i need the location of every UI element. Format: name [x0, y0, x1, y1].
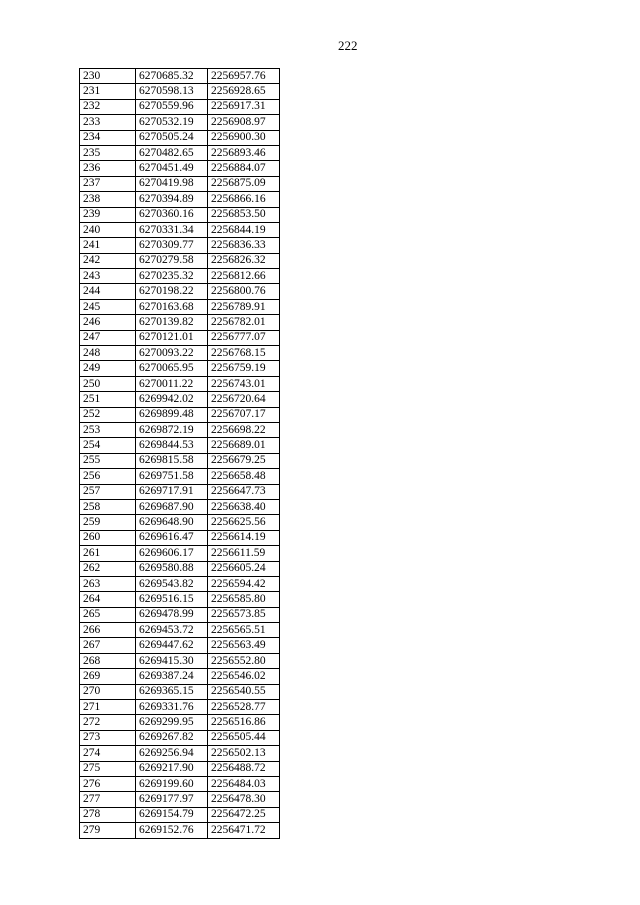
x-coordinate-cell: 6270093.22: [136, 346, 208, 361]
table-row: [80, 192, 280, 207]
point-id-cell: 252: [80, 407, 136, 422]
point-id-cell: 251: [80, 392, 136, 407]
table-row: [80, 607, 280, 622]
table-row: [80, 438, 280, 453]
point-id-cell: 234: [80, 130, 136, 145]
y-coordinate-cell: 2256484.03: [208, 776, 280, 791]
y-coordinate-cell: 2256893.46: [208, 145, 280, 160]
y-coordinate-cell: 2256611.59: [208, 546, 280, 561]
table-row: [80, 807, 280, 822]
point-id-cell: 279: [80, 823, 136, 838]
x-coordinate-cell: 6269217.90: [136, 761, 208, 776]
table-row: [80, 515, 280, 530]
y-coordinate-cell: 2256782.01: [208, 315, 280, 330]
x-coordinate-cell: 6269453.72: [136, 623, 208, 638]
point-id-cell: 266: [80, 623, 136, 638]
x-coordinate-cell: 6269844.53: [136, 438, 208, 453]
y-coordinate-cell: 2256884.07: [208, 161, 280, 176]
point-id-cell: 242: [80, 253, 136, 268]
x-coordinate-cell: 6270309.77: [136, 238, 208, 253]
x-coordinate-cell: 6269543.82: [136, 576, 208, 591]
y-coordinate-cell: 2256689.01: [208, 438, 280, 453]
x-coordinate-cell: 6269648.90: [136, 515, 208, 530]
y-coordinate-cell: 2256720.64: [208, 392, 280, 407]
table-row: [80, 392, 280, 407]
y-coordinate-cell: 2256573.85: [208, 607, 280, 622]
x-coordinate-cell: 6269616.47: [136, 530, 208, 545]
table-row: [80, 346, 280, 361]
point-id-cell: 247: [80, 330, 136, 345]
y-coordinate-cell: 2256488.72: [208, 761, 280, 776]
point-id-cell: 243: [80, 269, 136, 284]
y-coordinate-cell: 2256472.25: [208, 807, 280, 822]
point-id-cell: 264: [80, 592, 136, 607]
y-coordinate-cell: 2256505.44: [208, 730, 280, 745]
point-id-cell: 257: [80, 484, 136, 499]
x-coordinate-cell: 6269899.48: [136, 407, 208, 422]
table-row: [80, 638, 280, 653]
table-row: [80, 99, 280, 114]
point-id-cell: 256: [80, 469, 136, 484]
point-id-cell: 278: [80, 807, 136, 822]
y-coordinate-cell: 2256502.13: [208, 746, 280, 761]
table-row: [80, 776, 280, 791]
point-id-cell: 259: [80, 515, 136, 530]
y-coordinate-cell: 2256516.86: [208, 715, 280, 730]
point-id-cell: 275: [80, 761, 136, 776]
table-row: [80, 176, 280, 191]
table-row: [80, 253, 280, 268]
x-coordinate-cell: 6269177.97: [136, 792, 208, 807]
table-row: [80, 684, 280, 699]
x-coordinate-cell: 6269415.30: [136, 653, 208, 668]
table-row: [80, 469, 280, 484]
y-coordinate-cell: 2256908.97: [208, 115, 280, 130]
point-id-cell: 261: [80, 546, 136, 561]
point-id-cell: 230: [80, 69, 136, 84]
y-coordinate-cell: 2256647.73: [208, 484, 280, 499]
y-coordinate-cell: 2256565.51: [208, 623, 280, 638]
x-coordinate-cell: 6270065.95: [136, 361, 208, 376]
point-id-cell: 268: [80, 653, 136, 668]
point-id-cell: 258: [80, 499, 136, 514]
table-row: [80, 299, 280, 314]
y-coordinate-cell: 2256707.17: [208, 407, 280, 422]
point-id-cell: 269: [80, 669, 136, 684]
point-id-cell: 235: [80, 145, 136, 160]
table-row: [80, 592, 280, 607]
x-coordinate-cell: 6270011.22: [136, 376, 208, 391]
table-row: [80, 576, 280, 591]
point-id-cell: 260: [80, 530, 136, 545]
y-coordinate-cell: 2256743.01: [208, 376, 280, 391]
y-coordinate-cell: 2256800.76: [208, 284, 280, 299]
point-id-cell: 277: [80, 792, 136, 807]
y-coordinate-cell: 2256900.30: [208, 130, 280, 145]
y-coordinate-cell: 2256546.02: [208, 669, 280, 684]
table-row: [80, 823, 280, 838]
point-id-cell: 271: [80, 700, 136, 715]
table-row: [80, 530, 280, 545]
table-row: [80, 499, 280, 514]
x-coordinate-cell: 6270331.34: [136, 222, 208, 237]
y-coordinate-cell: 2256812.66: [208, 269, 280, 284]
table-row: [80, 207, 280, 222]
x-coordinate-cell: 6269199.60: [136, 776, 208, 791]
table-row: [80, 484, 280, 499]
table-row: [80, 422, 280, 437]
point-id-cell: 244: [80, 284, 136, 299]
point-id-cell: 248: [80, 346, 136, 361]
x-coordinate-cell: 6270394.89: [136, 192, 208, 207]
x-coordinate-cell: 6269815.58: [136, 453, 208, 468]
y-coordinate-cell: 2256605.24: [208, 561, 280, 576]
y-coordinate-cell: 2256928.65: [208, 84, 280, 99]
table-row: [80, 407, 280, 422]
y-coordinate-cell: 2256866.16: [208, 192, 280, 207]
y-coordinate-cell: 2256768.15: [208, 346, 280, 361]
table-row: [80, 238, 280, 253]
x-coordinate-cell: 6269717.91: [136, 484, 208, 499]
point-id-cell: 245: [80, 299, 136, 314]
x-coordinate-cell: 6270139.82: [136, 315, 208, 330]
y-coordinate-cell: 2256679.25: [208, 453, 280, 468]
point-id-cell: 263: [80, 576, 136, 591]
table-row: [80, 761, 280, 776]
point-id-cell: 238: [80, 192, 136, 207]
table-row: [80, 561, 280, 576]
table-row: [80, 546, 280, 561]
y-coordinate-cell: 2256585.80: [208, 592, 280, 607]
x-coordinate-cell: 6269942.02: [136, 392, 208, 407]
x-coordinate-cell: 6270598.13: [136, 84, 208, 99]
table-row: [80, 222, 280, 237]
x-coordinate-cell: 6270360.16: [136, 207, 208, 222]
y-coordinate-cell: 2256478.30: [208, 792, 280, 807]
x-coordinate-cell: 6269299.95: [136, 715, 208, 730]
x-coordinate-cell: 6270198.22: [136, 284, 208, 299]
table-row: [80, 161, 280, 176]
point-id-cell: 270: [80, 684, 136, 699]
table-row: [80, 792, 280, 807]
x-coordinate-cell: 6269687.90: [136, 499, 208, 514]
table-row: [80, 623, 280, 638]
point-id-cell: 241: [80, 238, 136, 253]
x-coordinate-cell: 6269872.19: [136, 422, 208, 437]
point-id-cell: 272: [80, 715, 136, 730]
y-coordinate-cell: 2256917.31: [208, 99, 280, 114]
x-coordinate-cell: 6269447.62: [136, 638, 208, 653]
y-coordinate-cell: 2256614.19: [208, 530, 280, 545]
point-id-cell: 276: [80, 776, 136, 791]
x-coordinate-cell: 6269751.58: [136, 469, 208, 484]
y-coordinate-cell: 2256471.72: [208, 823, 280, 838]
x-coordinate-cell: 6270559.96: [136, 99, 208, 114]
point-id-cell: 233: [80, 115, 136, 130]
point-id-cell: 273: [80, 730, 136, 745]
y-coordinate-cell: 2256698.22: [208, 422, 280, 437]
x-coordinate-cell: 6270235.32: [136, 269, 208, 284]
table-row: [80, 730, 280, 745]
page-number: 222: [338, 38, 358, 53]
point-id-cell: 267: [80, 638, 136, 653]
x-coordinate-cell: 6269387.24: [136, 669, 208, 684]
point-id-cell: 246: [80, 315, 136, 330]
x-coordinate-cell: 6270685.32: [136, 69, 208, 84]
y-coordinate-cell: 2256875.09: [208, 176, 280, 191]
y-coordinate-cell: 2256594.42: [208, 576, 280, 591]
point-id-cell: 232: [80, 99, 136, 114]
table-row: [80, 130, 280, 145]
table-row: [80, 453, 280, 468]
table-row: [80, 69, 280, 84]
coordinates-table: [79, 68, 280, 839]
point-id-cell: 240: [80, 222, 136, 237]
y-coordinate-cell: 2256540.55: [208, 684, 280, 699]
y-coordinate-cell: 2256625.56: [208, 515, 280, 530]
y-coordinate-cell: 2256658.48: [208, 469, 280, 484]
table-row: [80, 145, 280, 160]
y-coordinate-cell: 2256777.07: [208, 330, 280, 345]
table-row: [80, 269, 280, 284]
point-id-cell: 253: [80, 422, 136, 437]
x-coordinate-cell: 6269154.79: [136, 807, 208, 822]
y-coordinate-cell: 2256957.76: [208, 69, 280, 84]
table-row: [80, 376, 280, 391]
point-id-cell: 255: [80, 453, 136, 468]
x-coordinate-cell: 6269267.82: [136, 730, 208, 745]
table-row: [80, 361, 280, 376]
x-coordinate-cell: 6269365.15: [136, 684, 208, 699]
point-id-cell: 254: [80, 438, 136, 453]
table-row: [80, 715, 280, 730]
table-row: [80, 330, 280, 345]
y-coordinate-cell: 2256853.50: [208, 207, 280, 222]
y-coordinate-cell: 2256563.49: [208, 638, 280, 653]
x-coordinate-cell: 6269256.94: [136, 746, 208, 761]
y-coordinate-cell: 2256528.77: [208, 700, 280, 715]
y-coordinate-cell: 2256552.80: [208, 653, 280, 668]
y-coordinate-cell: 2256759.19: [208, 361, 280, 376]
x-coordinate-cell: 6270532.19: [136, 115, 208, 130]
table-row: [80, 669, 280, 684]
point-id-cell: 249: [80, 361, 136, 376]
table-row: [80, 700, 280, 715]
table-row: [80, 284, 280, 299]
point-id-cell: 250: [80, 376, 136, 391]
y-coordinate-cell: 2256836.33: [208, 238, 280, 253]
table-row: [80, 746, 280, 761]
point-id-cell: 274: [80, 746, 136, 761]
y-coordinate-cell: 2256844.19: [208, 222, 280, 237]
x-coordinate-cell: 6269580.88: [136, 561, 208, 576]
y-coordinate-cell: 2256638.40: [208, 499, 280, 514]
x-coordinate-cell: 6269478.99: [136, 607, 208, 622]
x-coordinate-cell: 6269152.76: [136, 823, 208, 838]
point-id-cell: 231: [80, 84, 136, 99]
y-coordinate-cell: 2256826.32: [208, 253, 280, 268]
x-coordinate-cell: 6270482.65: [136, 145, 208, 160]
point-id-cell: 262: [80, 561, 136, 576]
table-row: [80, 84, 280, 99]
x-coordinate-cell: 6270451.49: [136, 161, 208, 176]
table-row: [80, 653, 280, 668]
table-row: [80, 315, 280, 330]
point-id-cell: 236: [80, 161, 136, 176]
x-coordinate-cell: 6269516.15: [136, 592, 208, 607]
coordinates-table-body: [80, 69, 280, 839]
point-id-cell: 239: [80, 207, 136, 222]
point-id-cell: 265: [80, 607, 136, 622]
x-coordinate-cell: 6270505.24: [136, 130, 208, 145]
point-id-cell: 237: [80, 176, 136, 191]
x-coordinate-cell: 6269331.76: [136, 700, 208, 715]
x-coordinate-cell: 6270121.01: [136, 330, 208, 345]
x-coordinate-cell: 6270163.68: [136, 299, 208, 314]
table-row: [80, 115, 280, 130]
x-coordinate-cell: 6270419.98: [136, 176, 208, 191]
x-coordinate-cell: 6270279.58: [136, 253, 208, 268]
x-coordinate-cell: 6269606.17: [136, 546, 208, 561]
y-coordinate-cell: 2256789.91: [208, 299, 280, 314]
